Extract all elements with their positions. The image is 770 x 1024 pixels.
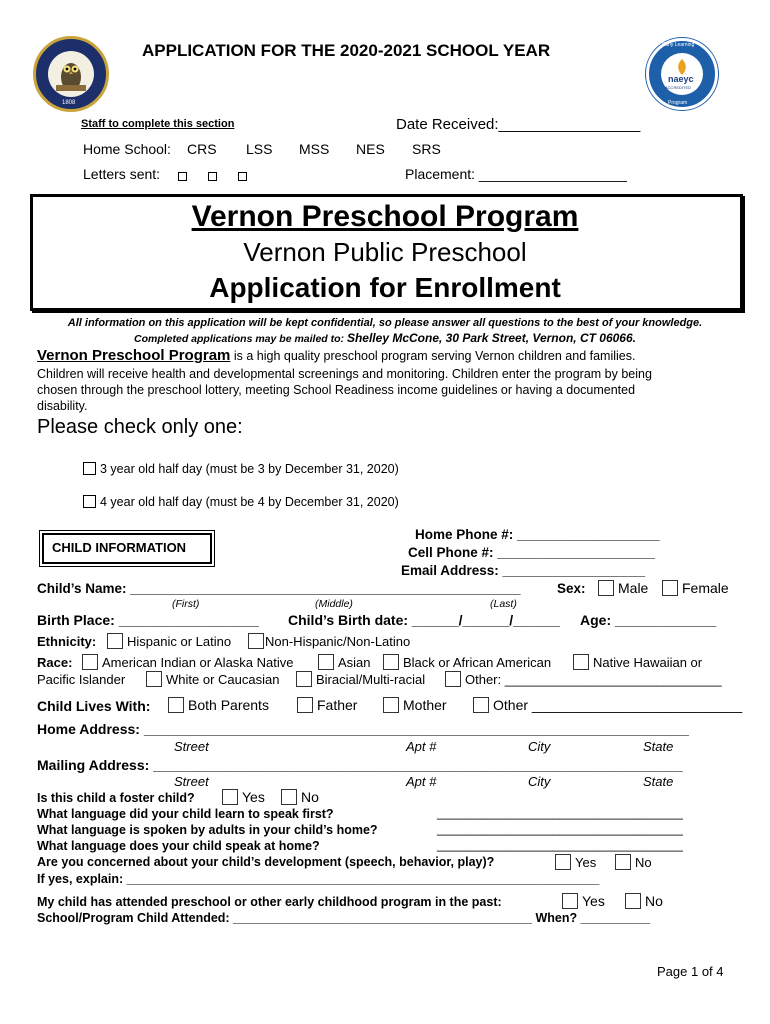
lives-both-parents-option[interactable]: Both Parents xyxy=(168,697,269,713)
intro-line-3: chosen through the preschool lottery, meeting School Readiness income guidelines or having a documented xyxy=(37,383,636,397)
home-school-label: Home School: xyxy=(83,141,171,157)
mailing-address-field[interactable]: Mailing Address: ____________________________________________________________________ xyxy=(37,757,683,773)
check-one-heading: Please check only one: xyxy=(37,416,243,438)
ethnicity-hispanic-option[interactable]: Hispanic or Latino xyxy=(107,633,231,649)
home-state-caption: State xyxy=(643,739,674,754)
home-phone-field[interactable]: Home Phone #: ___________________ xyxy=(415,527,660,542)
sex-female-option[interactable]: Female xyxy=(662,580,729,596)
race-label: Race: xyxy=(37,655,73,670)
home-address-field[interactable]: Home Address: ______________________________________________________________________ xyxy=(37,721,689,737)
race-native-hawaiian-option[interactable]: Native Hawaiian or xyxy=(573,654,702,670)
intro-line-1: Vernon Preschool Program is a high quality preschool program serving Vernon children and families. xyxy=(37,347,636,364)
date-received-field[interactable]: Date Received:_________________ xyxy=(396,116,641,133)
school-option-nes[interactable]: NES xyxy=(356,141,385,157)
name-first-caption: (First) xyxy=(172,598,200,610)
school-attended-field[interactable]: School/Program Child Attended: ___________________________________________ When? __________ xyxy=(37,911,651,925)
development-no-option[interactable]: No xyxy=(615,854,652,870)
naeyc-label: naeyc xyxy=(668,74,694,84)
attended-yes-option[interactable]: Yes xyxy=(562,893,605,909)
lives-mother-option[interactable]: Mother xyxy=(383,697,447,713)
attended-question: My child has attended preschool or other early childhood program in the past: xyxy=(37,895,502,909)
name-middle-caption: (Middle) xyxy=(315,598,353,610)
school-option-lss[interactable]: LSS xyxy=(246,141,273,157)
seal-year: 1808 xyxy=(62,100,76,106)
placement-field[interactable]: Placement: ___________________ xyxy=(405,166,627,182)
school-title: Vernon Public Preschool xyxy=(243,237,527,267)
birth-date-field[interactable]: Child’s Birth date: ______/______/______ xyxy=(288,612,560,628)
child-language-field[interactable]: __________________________________ xyxy=(437,837,683,852)
sex-male-option[interactable]: Male xyxy=(598,580,648,596)
application-title: Application for Enrollment xyxy=(209,272,561,303)
child-language-question: What language does your child speak at home? xyxy=(37,839,320,853)
explain-field[interactable]: If yes, explain: ____________________________________________________________________ xyxy=(37,872,600,886)
lives-father-option[interactable]: Father xyxy=(297,697,357,713)
race-pacific-islander-label: Pacific Islander xyxy=(37,672,126,687)
school-option-crs[interactable]: CRS xyxy=(187,141,217,157)
lives-other-option[interactable]: Other ___________________________ xyxy=(473,697,742,713)
cell-phone-field[interactable]: Cell Phone #: _____________________ xyxy=(408,545,655,560)
development-yes-option[interactable]: Yes xyxy=(555,854,596,870)
staff-section-heading: Staff to complete this section xyxy=(81,118,235,130)
lives-with-label: Child Lives With: xyxy=(37,698,151,714)
first-language-question: What language did your child learn to speak first? xyxy=(37,807,334,821)
confidential-notice: All information on this application will be kept confidential, so please answer all questions to the best of your knowledge. xyxy=(67,317,703,329)
school-option-mss[interactable]: MSS xyxy=(299,141,330,157)
page-number: Page 1 of 4 xyxy=(657,964,724,979)
birth-place-field[interactable]: Birth Place: __________________ xyxy=(37,612,259,628)
home-language-field[interactable]: __________________________________ xyxy=(437,821,683,836)
race-other-option[interactable]: Other: ______________________________ xyxy=(445,671,722,687)
letters-sent-checkbox-3[interactable] xyxy=(238,168,247,186)
letters-sent-checkbox-1[interactable] xyxy=(178,168,187,186)
program-title: Vernon Preschool Program xyxy=(191,200,579,233)
mail-city-caption: City xyxy=(528,774,551,789)
letters-sent-label: Letters sent: xyxy=(83,166,161,182)
ethnicity-row: Ethnicity: xyxy=(37,634,97,649)
race-black-option[interactable]: Black or African American xyxy=(383,654,551,670)
home-apt-caption: Apt # xyxy=(406,739,437,754)
foster-no-option[interactable]: No xyxy=(281,789,319,805)
mail-state-caption: State xyxy=(643,774,674,789)
naeyc-top-text: Early Learning xyxy=(662,42,695,48)
home-language-question: What language is spoken by adults in your child’s home? xyxy=(37,823,378,837)
naeyc-bottom-text: Program xyxy=(668,100,688,106)
intro-line-4: disability. xyxy=(37,399,88,413)
race-asian-option[interactable]: Asian xyxy=(318,654,371,670)
option-3-year[interactable]: 3 year old half day (must be 3 by December 31, 2020) xyxy=(83,462,399,476)
child-information-label: CHILD INFORMATION xyxy=(52,540,187,555)
home-city-caption: City xyxy=(528,739,551,754)
mail-apt-caption: Apt # xyxy=(406,774,437,789)
letters-sent-checkbox-2[interactable] xyxy=(208,168,217,186)
race-white-option[interactable]: White or Caucasian xyxy=(146,671,279,687)
sex-label: Sex: xyxy=(557,581,586,596)
option-4-year[interactable]: 4 year old half day (must be 4 by December 31, 2020) xyxy=(83,495,399,509)
home-street-caption: Street xyxy=(174,739,209,754)
owl-emblem xyxy=(48,51,94,97)
owl-icon xyxy=(48,51,94,97)
mail-to-notice: Completed applications may be mailed to: Shelley McCone, 30 Park Street, Vernon, CT 06066. xyxy=(134,331,636,345)
first-language-field[interactable]: __________________________________ xyxy=(437,805,683,820)
foster-question: Is this child a foster child? xyxy=(37,791,195,805)
attended-no-option[interactable]: No xyxy=(625,893,663,909)
mail-street-caption: Street xyxy=(174,774,209,789)
intro-line-2: Children will receive health and developmental screenings and monitoring. Children enter the program by being xyxy=(37,367,652,381)
race-biracial-option[interactable]: Biracial/Multi-racial xyxy=(296,671,425,687)
naeyc-accredited: ACCREDITED xyxy=(665,85,692,90)
development-question: Are you concerned about your child’s development (speech, behavior, play)? xyxy=(37,855,495,869)
age-field[interactable]: Age: _____________ xyxy=(580,612,717,628)
application-year-title: APPLICATION FOR THE 2020-2021 SCHOOL YEAR xyxy=(142,41,551,60)
email-field[interactable]: Email Address: ___________________ xyxy=(401,563,646,578)
checkbox[interactable] xyxy=(83,462,96,475)
child-name-field[interactable]: Child’s Name: ____________________________________________________ xyxy=(37,581,521,596)
name-last-caption: (Last) xyxy=(490,598,517,610)
checkbox[interactable] xyxy=(83,495,96,508)
race-american-indian-option[interactable]: American Indian or Alaska Native xyxy=(82,654,293,670)
foster-yes-option[interactable]: Yes xyxy=(222,789,265,805)
ethnicity-non-hispanic-option[interactable]: Non-Hispanic/Non-Latino xyxy=(248,633,410,649)
school-option-srs[interactable]: SRS xyxy=(412,141,441,157)
